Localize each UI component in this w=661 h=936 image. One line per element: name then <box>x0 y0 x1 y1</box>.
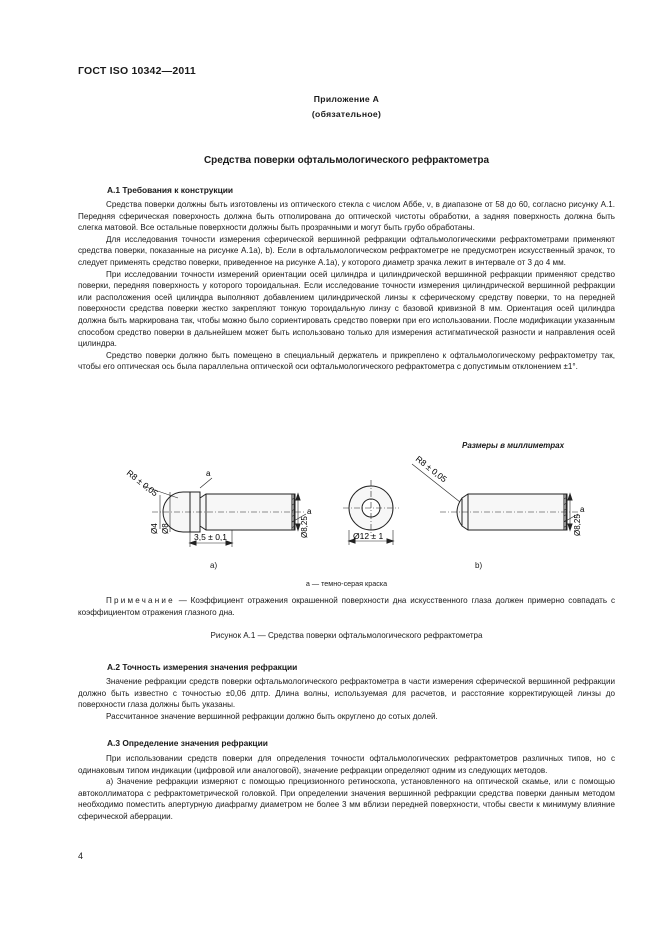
paragraph: Для исследования точности измерения сферической вершинной рефракции офтальмологическими рефрактометрами применяют средства поверки, показанные на рисунке А.1а), b). Если в офтальмологическом рефрактометре не предусмотрен искусственный зрачок, то следует применять средство поверки, приведенное на рисунке А.1а), у которого диаметр зрачка лежит в интервале от 3 до 4 мм. <box>78 234 615 267</box>
annex-heading: Средства поверки офтальмологического рефрактометра <box>203 155 490 166</box>
annex-title: Приложение А <box>313 94 380 104</box>
section-a1-heading: А.1 Требования к конструкции <box>107 185 234 195</box>
paragraph: а) Значение рефракции измеряют с помощью прецизионного ретиноскопа, установленного на оптической скамье, или с помощью автоколлиматора с рефрактометрической головкой. При определении значения вершинной рефракции средства поверки данным методом необходимо поместить апертурную диафрагму диаметром не более 3 мм вблизи передней поверхности, чтобы свести к минимуму влияние сферической аберрации. <box>78 777 615 821</box>
annex-status: (обязательное) <box>311 109 382 119</box>
paragraph: При исследовании точности измерений ориентации осей цилиндра и цилиндрической вершинной рефракции применяют средство поверки, передняя поверхность у которого тороидальная. Если исследование точности измерения цилиндрической вершинной рефракции или расположения осей цилиндра выполняют добавлением цилиндрической линзы к сферическому средству поверки, то на передней поверхности средства поверки жестко закрепляют тонкую тороидальную линзу с базовой кривизной 8 мм. Ориентация осей цилиндра должна быть маркирована так, чтобы можно было сориентировать средство поверки при его использовании. После модификации указанным способом средство поверки в дальнейшем может быть использовано только для измерения астигматической разности и направления осей цилиндра. <box>78 269 615 349</box>
paragraph: Средство поверки должно быть помещено в специальный держатель и прикреплено к офтальмологическому рефрактометру так, чтобы его оптическая ось была параллельна оптической оси офтальмологического рефрактометра с допустимым отклонением ±1°. <box>78 350 615 372</box>
figure-label-a: a) <box>210 561 218 570</box>
page-number: 4 <box>78 851 84 861</box>
figure-caption: Рисунок А.1 — Средства поверки офтальмологического рефрактометра <box>210 631 483 640</box>
length-label: 3,5 ± 0,1 <box>194 532 228 542</box>
figure-note <box>78 595 615 618</box>
document-code: ГОСТ ISO 10342—2011 <box>78 65 196 77</box>
section-a1-text <box>78 199 615 373</box>
section-a3-heading: А.3 Определение значения рефракции <box>107 738 268 748</box>
marker-a-side: a <box>206 469 211 478</box>
radius-label-b: R8 ± 0,05 <box>413 453 449 485</box>
dia-body-label-a: Ø8,25 <box>300 516 309 538</box>
paragraph: Средства поверки должны быть изготовлены из оптического стекла с числом Аббе, ν, в диапазоне от 58 до 60, согласно рисунку А.1. Передняя сферическая поверхность должна быть отполирована до оптической чистоты обработки, а задняя поверхность должна быть слегка матовой. Все остальные поверхности должны быть прозрачными и могут быть грубо обработаны. <box>78 200 615 233</box>
dia-pupil-label: Ø4 <box>150 523 159 534</box>
dia-body-label-b: Ø8,25 <box>573 514 582 536</box>
dimensions-note: Размеры в миллиметрах <box>462 441 565 450</box>
note-word: Примечание <box>106 596 175 605</box>
section-a2-text <box>78 676 615 722</box>
paragraph: При использовании средств поверки для определения точности офтальмологических рефрактометров различных типов, но с одинаковым типом индикации (цифровой или аналоговой), значение рефракции определяют одним из следующих методов. <box>78 754 615 775</box>
dia-front-label: Ø12 ± 1 <box>353 531 384 541</box>
figure-a1-drawing <box>0 452 661 572</box>
marker-b-back: a <box>580 505 585 514</box>
marker-a-back: a <box>307 507 312 516</box>
paragraph: Значение рефракции средств поверки офтальмологического рефрактометра в части измерения сферической вершинной рефракции должно быть известно с точностью ±0,06 дптр. Длина волны, используемая для расчетов, и расстояние корректирующей линзы до поверхности глаза должны быть указаны. <box>78 677 615 710</box>
note-text: — Коэффициент отражения окрашенной поверхности дна искусственного глаза должен примерно совпадать с коэффициентом отражения глазного дна. <box>78 596 615 617</box>
paragraph: Рассчитанное значение вершинной рефракции должно быть округлено до сотых долей. <box>106 711 438 721</box>
section-a3-text <box>78 753 615 823</box>
figure-label-b: b) <box>475 561 483 570</box>
section-a2-heading: А.2 Точность измерения значения рефракции <box>107 662 298 672</box>
dia-head-label: Ø8 <box>161 523 170 534</box>
figure-legend: а — темно-серая краска <box>305 579 388 588</box>
radius-label-a: R8 ± 0,05 <box>124 467 160 499</box>
